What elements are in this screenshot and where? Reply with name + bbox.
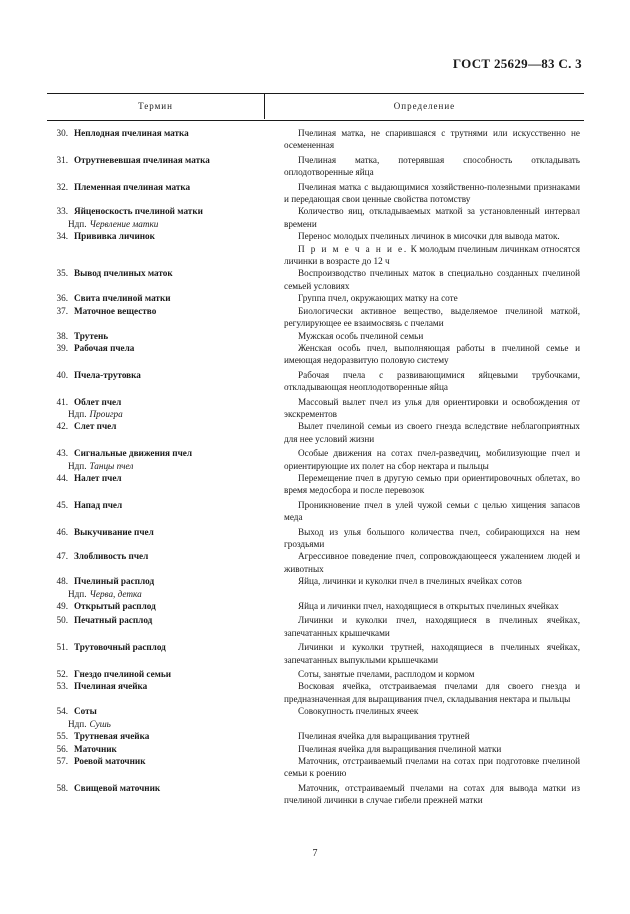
deprecated-term-line: [68, 460, 268, 472]
term-line: [47, 614, 268, 626]
definition-text: Яйца, личинки и куколки пчел в пчелиных ячейках сотов: [298, 576, 522, 587]
term-line: [47, 782, 268, 794]
table-row: [47, 205, 584, 230]
table-row: [47, 420, 584, 445]
term-name: Открытый расплод: [74, 601, 156, 612]
definition-text: Биологически активное вещество, выделяемое пчелиной маткой, регулирующее ее взаимосвязь с пчелами: [284, 305, 580, 329]
definition-text: Личинки и куколки пчел, находящиеся в пчелиных ячейках, запечатанных крышечками: [284, 615, 580, 638]
term-name: Пчелиный расплод: [74, 576, 155, 587]
term-cell: [47, 730, 268, 742]
definition-text: Соты, занятые пчелами, расплодом и кормом: [298, 669, 475, 680]
definition-cell: [284, 230, 580, 267]
definition-cell: [284, 730, 580, 742]
term-name: Неплодная пчелиная матка: [74, 128, 189, 138]
term-number: 30.: [56, 128, 68, 138]
definition-cell: [284, 127, 580, 152]
table-row: [47, 154, 584, 179]
term-line: [47, 181, 268, 193]
term-cell: [47, 600, 268, 612]
table-row: [47, 550, 584, 575]
definition-text: Мужская особь пчелиной семьи: [298, 330, 424, 341]
term-number: 51.: [56, 642, 68, 653]
term-cell: [47, 526, 268, 551]
deprecated-term: Черва, детка: [89, 588, 142, 599]
definition-cell: [284, 668, 580, 680]
term-number: 31.: [56, 154, 68, 165]
table-row: [47, 641, 584, 666]
definition-text: Пчелиная матка с выдающимися хозяйственно-полезными признаками и передающая свои ценные свойства потомству: [284, 181, 580, 205]
table-row: [47, 575, 584, 600]
term-line: [47, 526, 268, 538]
deprecated-term-line: [68, 408, 268, 420]
term-number: 47.: [56, 551, 68, 562]
term-line: [47, 472, 268, 484]
deprecated-term-line: [68, 218, 268, 230]
term-name: Печатный расплод: [74, 615, 153, 626]
term-cell: [47, 342, 268, 367]
definition-cell: [284, 396, 580, 421]
table-row: [47, 782, 584, 807]
term-number: 38.: [56, 330, 68, 341]
page-number: 7: [312, 848, 318, 859]
term-name: Отрутневевшая пчелиная матка: [74, 154, 210, 165]
term-number: 33.: [56, 206, 68, 217]
table-row: [47, 743, 584, 755]
table-row: [47, 447, 584, 472]
definition-cell: [284, 575, 580, 600]
table-row: [47, 267, 584, 292]
table-row: [47, 305, 584, 330]
table-row: [47, 292, 584, 304]
term-name: Гнездо пчелиной семьи: [74, 669, 172, 680]
term-number: 34.: [56, 231, 68, 242]
term-line: [47, 755, 268, 767]
definition-text: Воспроизводство пчелиных маток в специально созданных пчелиной семьей условиях: [284, 268, 580, 291]
table-row: [47, 668, 584, 680]
term-line: [47, 499, 268, 511]
term-cell: [47, 472, 268, 497]
definition-text: Маточник, отстраиваемый пчелами на сотах при подготовке пчелиной семьи к роению: [284, 755, 580, 779]
term-number: 46.: [56, 526, 68, 537]
term-number: 57.: [56, 755, 68, 766]
term-line: [47, 369, 268, 381]
term-name: Маточное вещество: [74, 305, 157, 316]
definition-cell: [284, 600, 580, 612]
definition-cell: [284, 342, 580, 367]
definition-cell: [284, 550, 580, 575]
term-cell: [47, 267, 268, 292]
deprecated-term: Червление матки: [89, 218, 159, 229]
term-name: Маточник: [74, 743, 117, 754]
definition-cell: [284, 705, 580, 730]
term-name: Яйценоскость пчелиной матки: [74, 206, 203, 217]
term-name: Слет пчел: [74, 421, 117, 432]
table-row: [47, 230, 584, 267]
term-line: [47, 267, 268, 279]
term-cell: [47, 705, 268, 730]
term-number: 55.: [56, 731, 68, 742]
definition-cell: [284, 447, 580, 472]
term-cell: [47, 369, 268, 394]
table-row: [47, 755, 584, 780]
definition-text: Особые движения на сотах пчел-разведчиц, мобилизующие пчел и ориентирующие их полет на сбор нектара и пыльцы: [284, 448, 580, 471]
definition-text: Пчелиная матка, потерявшая способность откладывать оплодотворенные яйца: [284, 154, 580, 178]
definition-text: Восковая ячейка, отстраиваемая пчелами для своего гнезда и предназначенная для выращивания пчел, складывания нектара и пыльцы: [284, 681, 580, 704]
term-number: 40.: [56, 369, 68, 380]
term-number: 50.: [56, 615, 68, 626]
term-name: Трутневая ячейка: [74, 731, 150, 742]
definition-text: Выход из улья большого количества пчел, собирающихся на нем гроздьями: [284, 526, 580, 549]
table-row: [47, 369, 584, 394]
term-number: 37.: [56, 305, 68, 316]
definition-cell: [284, 181, 580, 206]
term-name: Трутовочный расплод: [74, 642, 166, 653]
term-line: [47, 575, 268, 587]
term-name: Свита пчелиной матки: [74, 293, 171, 304]
term-number: 44.: [56, 472, 68, 483]
definition-text: Пчелиная ячейка для выращивания трутней: [298, 731, 470, 742]
deprecated-label: Ндп.: [68, 408, 87, 419]
term-line: [47, 230, 268, 242]
definition-text: Группа пчел, окружающих матку на соте: [298, 293, 458, 304]
term-cell: [47, 755, 268, 780]
term-line: [47, 420, 268, 432]
term-cell: [47, 614, 268, 639]
term-cell: [47, 181, 268, 206]
definition-text: Совокупность пчелиных ячеек: [298, 706, 419, 717]
term-cell: [47, 668, 268, 680]
deprecated-label: Ндп.: [68, 588, 87, 599]
deprecated-label: Ндп.: [68, 218, 87, 229]
term-name: Роевой маточник: [74, 755, 146, 766]
term-name: Облет пчел: [74, 396, 122, 407]
term-name: Напад пчел: [74, 499, 123, 510]
deprecated-term: Сушь: [89, 718, 111, 729]
table-row: [47, 396, 584, 421]
term-line: [47, 641, 268, 653]
definition-cell: [284, 614, 580, 639]
term-cell: [47, 499, 268, 524]
term-number: 48.: [56, 576, 68, 587]
term-cell: [47, 292, 268, 304]
column-header-term: Термин: [138, 101, 173, 111]
term-number: 36.: [56, 293, 68, 304]
term-line: [47, 342, 268, 354]
terms-table: [47, 127, 584, 807]
definition-cell: [284, 472, 580, 497]
term-name: Рабочая пчела: [74, 342, 135, 353]
term-line: [47, 205, 268, 217]
term-name: Трутень: [74, 330, 109, 341]
term-number: 45.: [56, 499, 68, 510]
term-name: Злобливость пчел: [74, 551, 149, 562]
table-row: [47, 730, 584, 742]
definition-cell: [284, 330, 580, 342]
term-name: Прививка личинок: [74, 231, 155, 242]
definition-cell: [284, 292, 580, 304]
definition-text: Пчелиная матка, не спарившаяся с трутнями или искусственно не осемененная: [284, 128, 580, 151]
term-number: 49.: [56, 601, 68, 612]
term-cell: [47, 420, 268, 445]
table-row: [47, 526, 584, 551]
term-line: [47, 550, 268, 562]
table-row: [47, 472, 584, 497]
table-row: [47, 342, 584, 367]
term-number: 42.: [56, 421, 68, 432]
term-cell: [47, 575, 268, 600]
page-header: ГОСТ 25629—83 С. 3: [452, 56, 582, 71]
definition-text: Перенос молодых пчелиных личинок в мисочки для вывода маток.: [298, 231, 560, 242]
term-cell: [47, 230, 268, 267]
term-name: Пчелиная ячейка: [74, 681, 148, 692]
deprecated-label: Ндп.: [68, 718, 87, 729]
definition-cell: [284, 369, 580, 394]
definition-text: Рабочая пчела с развивающимися яйцевыми трубочками, откладывающая неоплодотворенные яйца: [284, 369, 580, 393]
deprecated-term-line: [68, 588, 268, 600]
definition-text: Агрессивное поведение пчел, сопровождающееся ужалением людей и животных: [284, 551, 580, 574]
term-line: [47, 730, 268, 742]
definition-text: Маточник, отстраиваемый пчелами на сотах для вывода матки из пчелиной личинки в случае гибели прежней матки: [284, 782, 580, 806]
term-number: 53.: [56, 681, 68, 692]
term-number: 43.: [56, 448, 68, 459]
term-number: 41.: [56, 396, 68, 407]
table-row: [47, 127, 584, 152]
definition-text: Проникновение пчел в улей чужой семьи с целью хищения запасов меда: [284, 499, 580, 523]
definition-cell: [284, 755, 580, 780]
deprecated-term-line: [68, 718, 268, 730]
definition-text: Количество яиц, откладываемых маткой за установленный интервал времени: [284, 206, 580, 229]
term-name: Сигнальные движения пчел: [74, 448, 193, 459]
term-number: 58.: [56, 782, 68, 793]
term-name: Вывод пчелиных маток: [74, 268, 173, 279]
note-label: П р и м е ч а н и е.: [298, 243, 409, 254]
term-cell: [47, 396, 268, 421]
term-line: [47, 305, 268, 317]
definition-cell: [284, 205, 580, 230]
term-cell: [47, 205, 268, 230]
table-row: [47, 499, 584, 524]
term-cell: [47, 447, 268, 472]
term-line: [47, 127, 268, 139]
deprecated-term: Проигра: [89, 408, 123, 419]
definition-text: Яйца и личинки пчел, находящиеся в открытых пчелиных ячейках: [298, 601, 559, 612]
definition-text: Пчелиная ячейка для выращивания пчелиной матки: [298, 743, 502, 754]
term-name: Свищевой маточник: [74, 782, 161, 793]
definition-cell: [284, 782, 580, 807]
definition-cell: [284, 305, 580, 330]
definition-cell: [284, 743, 580, 755]
definition-text: Личинки и куколки трутней, находящиеся в пчелиных ячейках, запечатанных выпуклыми крышечками: [284, 642, 580, 665]
definition-cell: [284, 680, 580, 705]
term-cell: [47, 305, 268, 330]
term-cell: [47, 330, 268, 342]
column-header-definition: Определение: [393, 101, 456, 111]
note-text: К молодым пчелиным личинкам относятся личинки в возрасте до 12 ч: [284, 243, 581, 267]
term-cell: [47, 550, 268, 575]
table-row: [47, 680, 584, 705]
table-row: [47, 330, 584, 342]
term-line: [47, 680, 268, 692]
term-line: [47, 447, 268, 459]
term-number: 35.: [56, 268, 68, 279]
term-cell: [47, 641, 268, 666]
definition-text: Женская особь пчел, выполняющая работы в пчелиной семье и имеющая недоразвитую половую систему: [284, 342, 580, 366]
table-row: [47, 614, 584, 639]
term-cell: [47, 127, 268, 152]
term-name: Налет пчел: [74, 472, 122, 483]
term-number: 52.: [56, 669, 68, 680]
term-number: 56.: [56, 743, 68, 754]
term-name: Соты: [74, 706, 97, 717]
definition-cell: [284, 641, 580, 666]
table-row: [47, 600, 584, 612]
term-name: Пчела-трутовка: [74, 369, 141, 380]
term-line: [47, 668, 268, 680]
term-cell: [47, 743, 268, 755]
deprecated-label: Ндп.: [68, 460, 87, 471]
definition-text: Перемещение пчел в другую семью при ориентировочных облетах, во время медосбора и после перевозок: [284, 472, 580, 496]
term-number: 32.: [56, 181, 68, 192]
term-cell: [47, 154, 268, 179]
term-name: Племенная пчелиная матка: [74, 181, 191, 192]
definition-text: Массовый вылет пчел из улья для ориентировки и освобождения от экскрементов: [284, 396, 580, 419]
definition-text: Вылет пчелиной семьи из своего гнезда вследствие неблагоприятных для нее условий жизни: [284, 421, 580, 444]
definition-cell: [284, 267, 580, 292]
definition-cell: [284, 499, 580, 524]
definition-cell: [284, 154, 580, 179]
note: [284, 243, 580, 268]
table-row: [47, 181, 584, 206]
term-number: 39.: [56, 342, 68, 353]
term-line: [47, 292, 268, 304]
term-line: [47, 330, 268, 342]
table-row: [47, 705, 584, 730]
term-line: [47, 705, 268, 717]
term-line: [47, 600, 268, 612]
term-cell: [47, 782, 268, 807]
term-line: [47, 396, 268, 408]
deprecated-term: Танцы пчел: [89, 460, 134, 471]
definition-cell: [284, 526, 580, 551]
term-name: Выкучивание пчел: [74, 526, 154, 537]
term-number: 54.: [56, 706, 68, 717]
term-cell: [47, 680, 268, 705]
term-line: [47, 743, 268, 755]
definition-cell: [284, 420, 580, 445]
term-line: [47, 154, 268, 166]
